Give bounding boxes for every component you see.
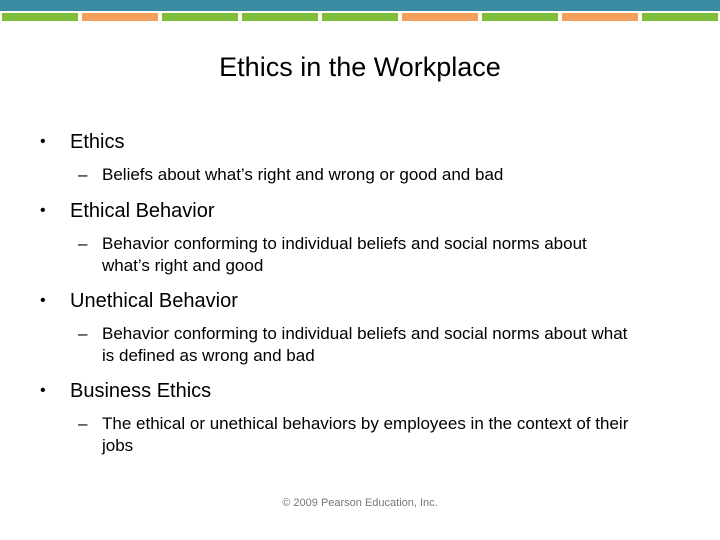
bullet-icon: • (40, 133, 46, 150)
sub-unethical-behavior-line-2: is defined as wrong and bad (102, 346, 315, 365)
bullet-unethical-behavior: Unethical Behavior (70, 290, 238, 312)
dash-icon: – (78, 324, 88, 343)
bullet-ethical-behavior: Ethical Behavior (70, 200, 215, 222)
color-stripe (322, 13, 398, 21)
bullet-ethics: Ethics (70, 131, 125, 153)
color-stripe (402, 13, 478, 21)
sub-ethical-behavior-line-1: Behavior conforming to individual beliefs and social norms about (102, 234, 587, 253)
color-stripe (642, 13, 718, 21)
slide-title: Ethics in the Workplace (219, 52, 501, 82)
sub-business-ethics-line-1: The ethical or unethical behaviors by employees in the context of their (102, 414, 629, 433)
bullet-icon: • (40, 292, 46, 309)
color-stripe (162, 13, 238, 21)
color-stripe (562, 13, 638, 21)
dash-icon: – (78, 414, 88, 433)
copyright-footer: © 2009 Pearson Education, Inc. (282, 497, 438, 509)
color-stripe (242, 13, 318, 21)
color-stripe (82, 13, 158, 21)
bullet-icon: • (40, 202, 46, 219)
top-accent-bar (0, 0, 720, 11)
sub-ethical-behavior-line-2: what’s right and good (102, 256, 264, 275)
color-stripe (482, 13, 558, 21)
sub-business-ethics-line-2: jobs (102, 436, 134, 455)
color-stripe-row (0, 11, 720, 22)
dash-icon: – (78, 234, 88, 253)
color-stripe (2, 13, 78, 21)
bullet-icon: • (40, 382, 46, 399)
dash-icon: – (78, 165, 88, 184)
sub-unethical-behavior-line-1: Behavior conforming to individual beliefs and social norms about what (102, 324, 628, 343)
sub-ethics-definition: Beliefs about what’s right and wrong or good and bad (102, 165, 504, 184)
bullet-business-ethics: Business Ethics (70, 380, 212, 402)
